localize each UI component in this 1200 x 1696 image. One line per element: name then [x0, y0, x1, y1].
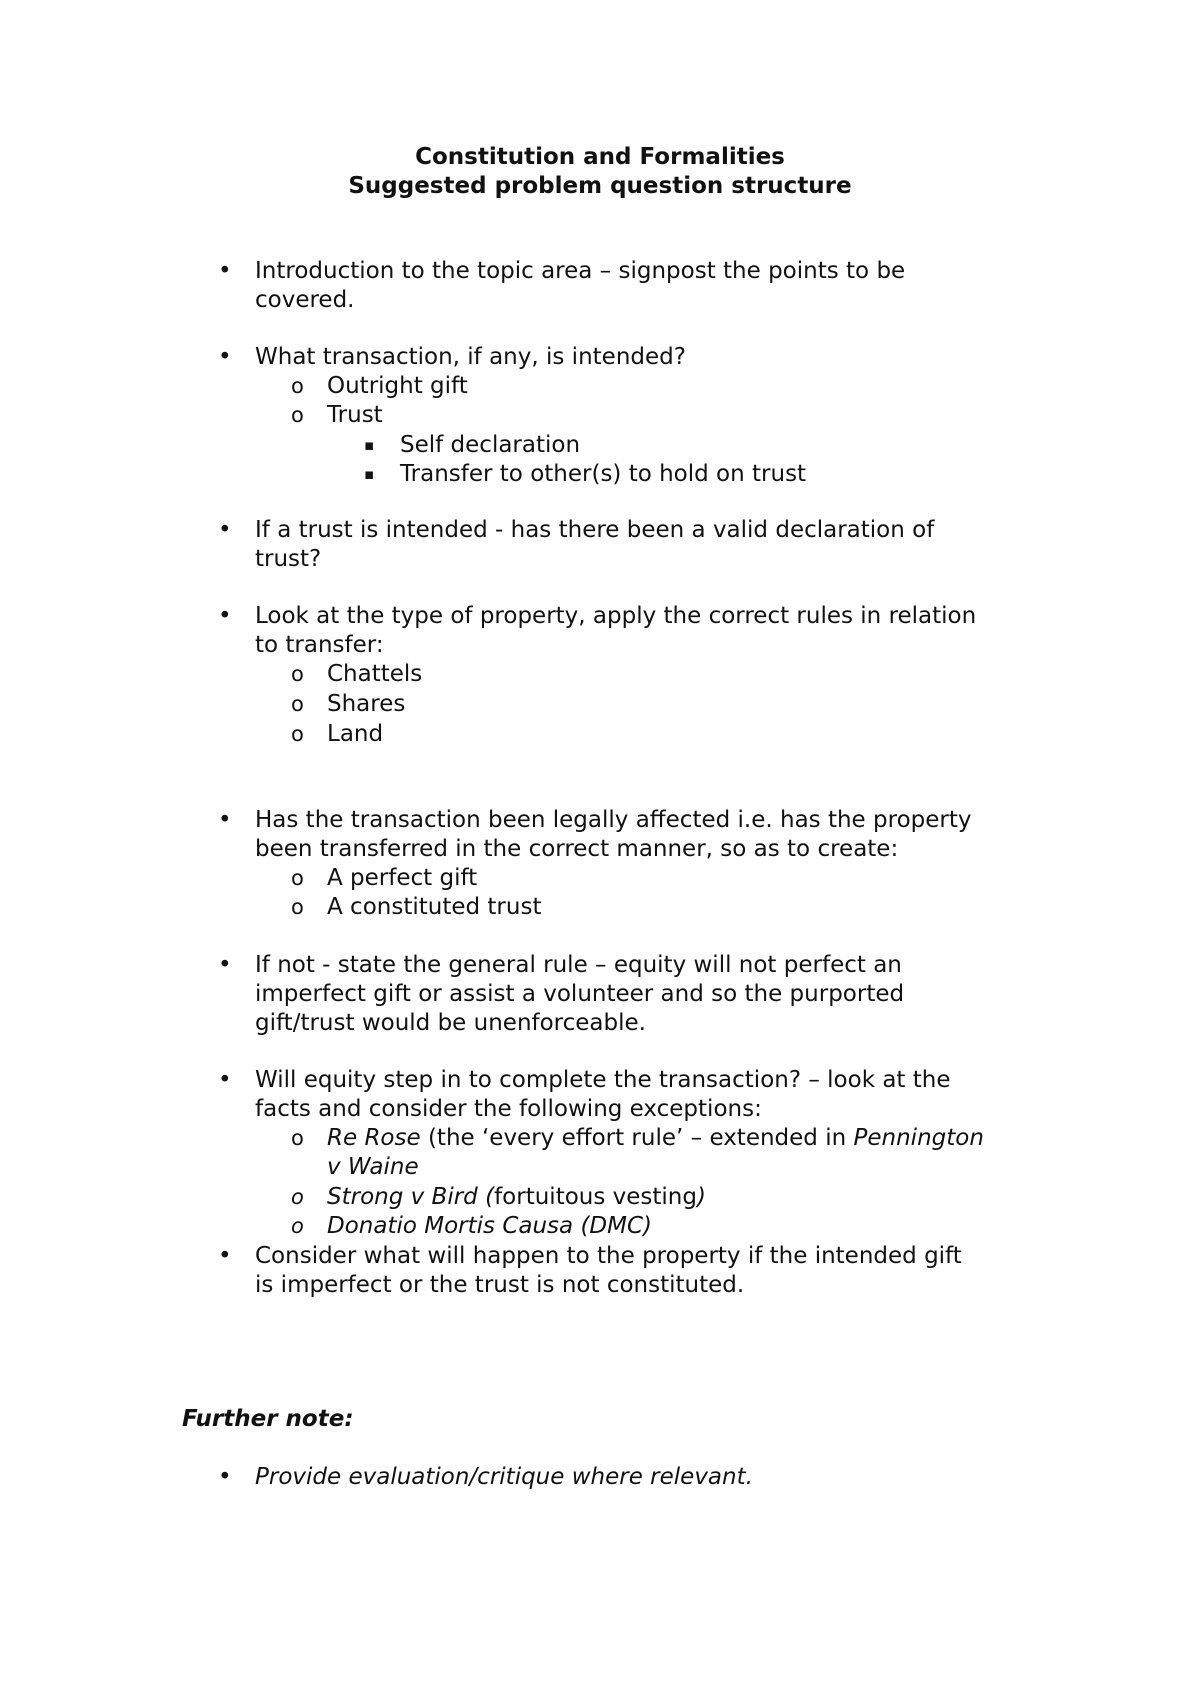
bullet-glyph: • — [218, 1243, 232, 1269]
legally-line-1: Has the transaction been legally affected i.e. has the property — [255, 807, 972, 833]
property-sub-2: Shares — [327, 691, 406, 717]
sub-bullet-glyph: o — [291, 1185, 304, 1209]
general-rule-line-3: gift/trust would be unenforceable. — [255, 1010, 646, 1036]
document-title — [0, 143, 1200, 201]
exception-strong-v-bird — [327, 1183, 706, 1211]
bullet-glyph: • — [218, 952, 232, 978]
sub-bullet-glyph: o — [291, 403, 304, 427]
transaction-line-1: What transaction, if any, is intended? — [255, 344, 686, 370]
property-line-1: Look at the type of property, apply the correct rules in relation — [255, 603, 977, 629]
exception-dmc: Donatio Mortis Causa (DMC) — [327, 1213, 652, 1239]
intro-line-1: Introduction to the topic area – signpost the points to be — [255, 258, 906, 284]
closing-paren: ) — [696, 1184, 706, 1210]
sub-bullet-glyph: o — [291, 374, 304, 398]
exception-re-rose — [327, 1124, 984, 1152]
consider-line-2: is imperfect or the trust is not constituted. — [255, 1272, 745, 1298]
sub-bullet-glyph: o — [291, 1126, 304, 1150]
exception-strong-v-bird-detail: fortuitous vesting — [494, 1184, 697, 1210]
subtitle-line: Suggested problem question structure — [348, 173, 852, 199]
legally-sub-2: A constituted trust — [327, 894, 542, 920]
legally-sub-1: A perfect gift — [327, 865, 478, 891]
transaction-subsub-1: Self declaration — [400, 432, 581, 458]
sub-bullet-glyph: o — [291, 692, 304, 716]
exception-re-rose-detail: (the ‘every effort rule’ – extended in — [420, 1125, 854, 1151]
sub-bullet-glyph: o — [291, 866, 304, 890]
bullet-glyph: • — [218, 1464, 232, 1490]
equity-line-2: facts and consider the following exceptions: — [255, 1096, 762, 1122]
case-name-pennington: Pennington — [853, 1125, 984, 1151]
square-bullet-glyph: ▪ — [364, 436, 375, 454]
property-sub-1: Chattels — [327, 661, 423, 687]
sub-bullet-glyph: o — [291, 722, 304, 746]
consider-line-1: Consider what will happen to the property if the intended gift — [255, 1243, 962, 1269]
bullet-glyph: • — [218, 1067, 232, 1093]
case-name-waine: v Waine — [327, 1154, 419, 1180]
property-sub-3: Land — [327, 721, 384, 747]
title-line-1: Constitution and Formalities — [415, 144, 785, 170]
general-rule-line-2: imperfect gift or assist a volunteer and so the purported — [255, 981, 905, 1007]
transaction-subsub-2: Transfer to other(s) to hold on trust — [400, 461, 807, 487]
transaction-sub-1: Outright gift — [327, 373, 468, 399]
bullet-glyph: • — [218, 603, 232, 629]
bullet-glyph: • — [218, 807, 232, 833]
bullet-glyph: • — [218, 258, 232, 284]
intro-line-2: covered. — [255, 287, 355, 313]
sub-bullet-glyph: o — [291, 662, 304, 686]
square-bullet-glyph: ▪ — [364, 465, 375, 483]
legally-line-2: been transferred in the correct manner, so as to create: — [255, 836, 899, 862]
case-name-re-rose: Re Rose — [327, 1125, 421, 1151]
bullet-glyph: • — [218, 517, 232, 543]
further-note-item: Provide evaluation/critique where relevant. — [255, 1464, 753, 1490]
sub-bullet-glyph: o — [291, 895, 304, 919]
case-name-strong-v-bird: Strong v Bird ( — [327, 1184, 495, 1210]
bullet-glyph: • — [218, 344, 232, 370]
transaction-sub-2: Trust — [327, 402, 383, 428]
equity-line-1: Will equity step in to complete the transaction? – look at the — [255, 1067, 951, 1093]
general-rule-line-1: If not - state the general rule – equity will not perfect an — [255, 952, 902, 978]
sub-bullet-glyph: o — [291, 1214, 304, 1238]
further-note-heading: Further note: — [182, 1406, 354, 1432]
declaration-line-2: trust? — [255, 546, 322, 572]
property-line-2: to transfer: — [255, 632, 384, 658]
declaration-line-1: If a trust is intended - has there been a valid declaration of — [255, 517, 935, 543]
